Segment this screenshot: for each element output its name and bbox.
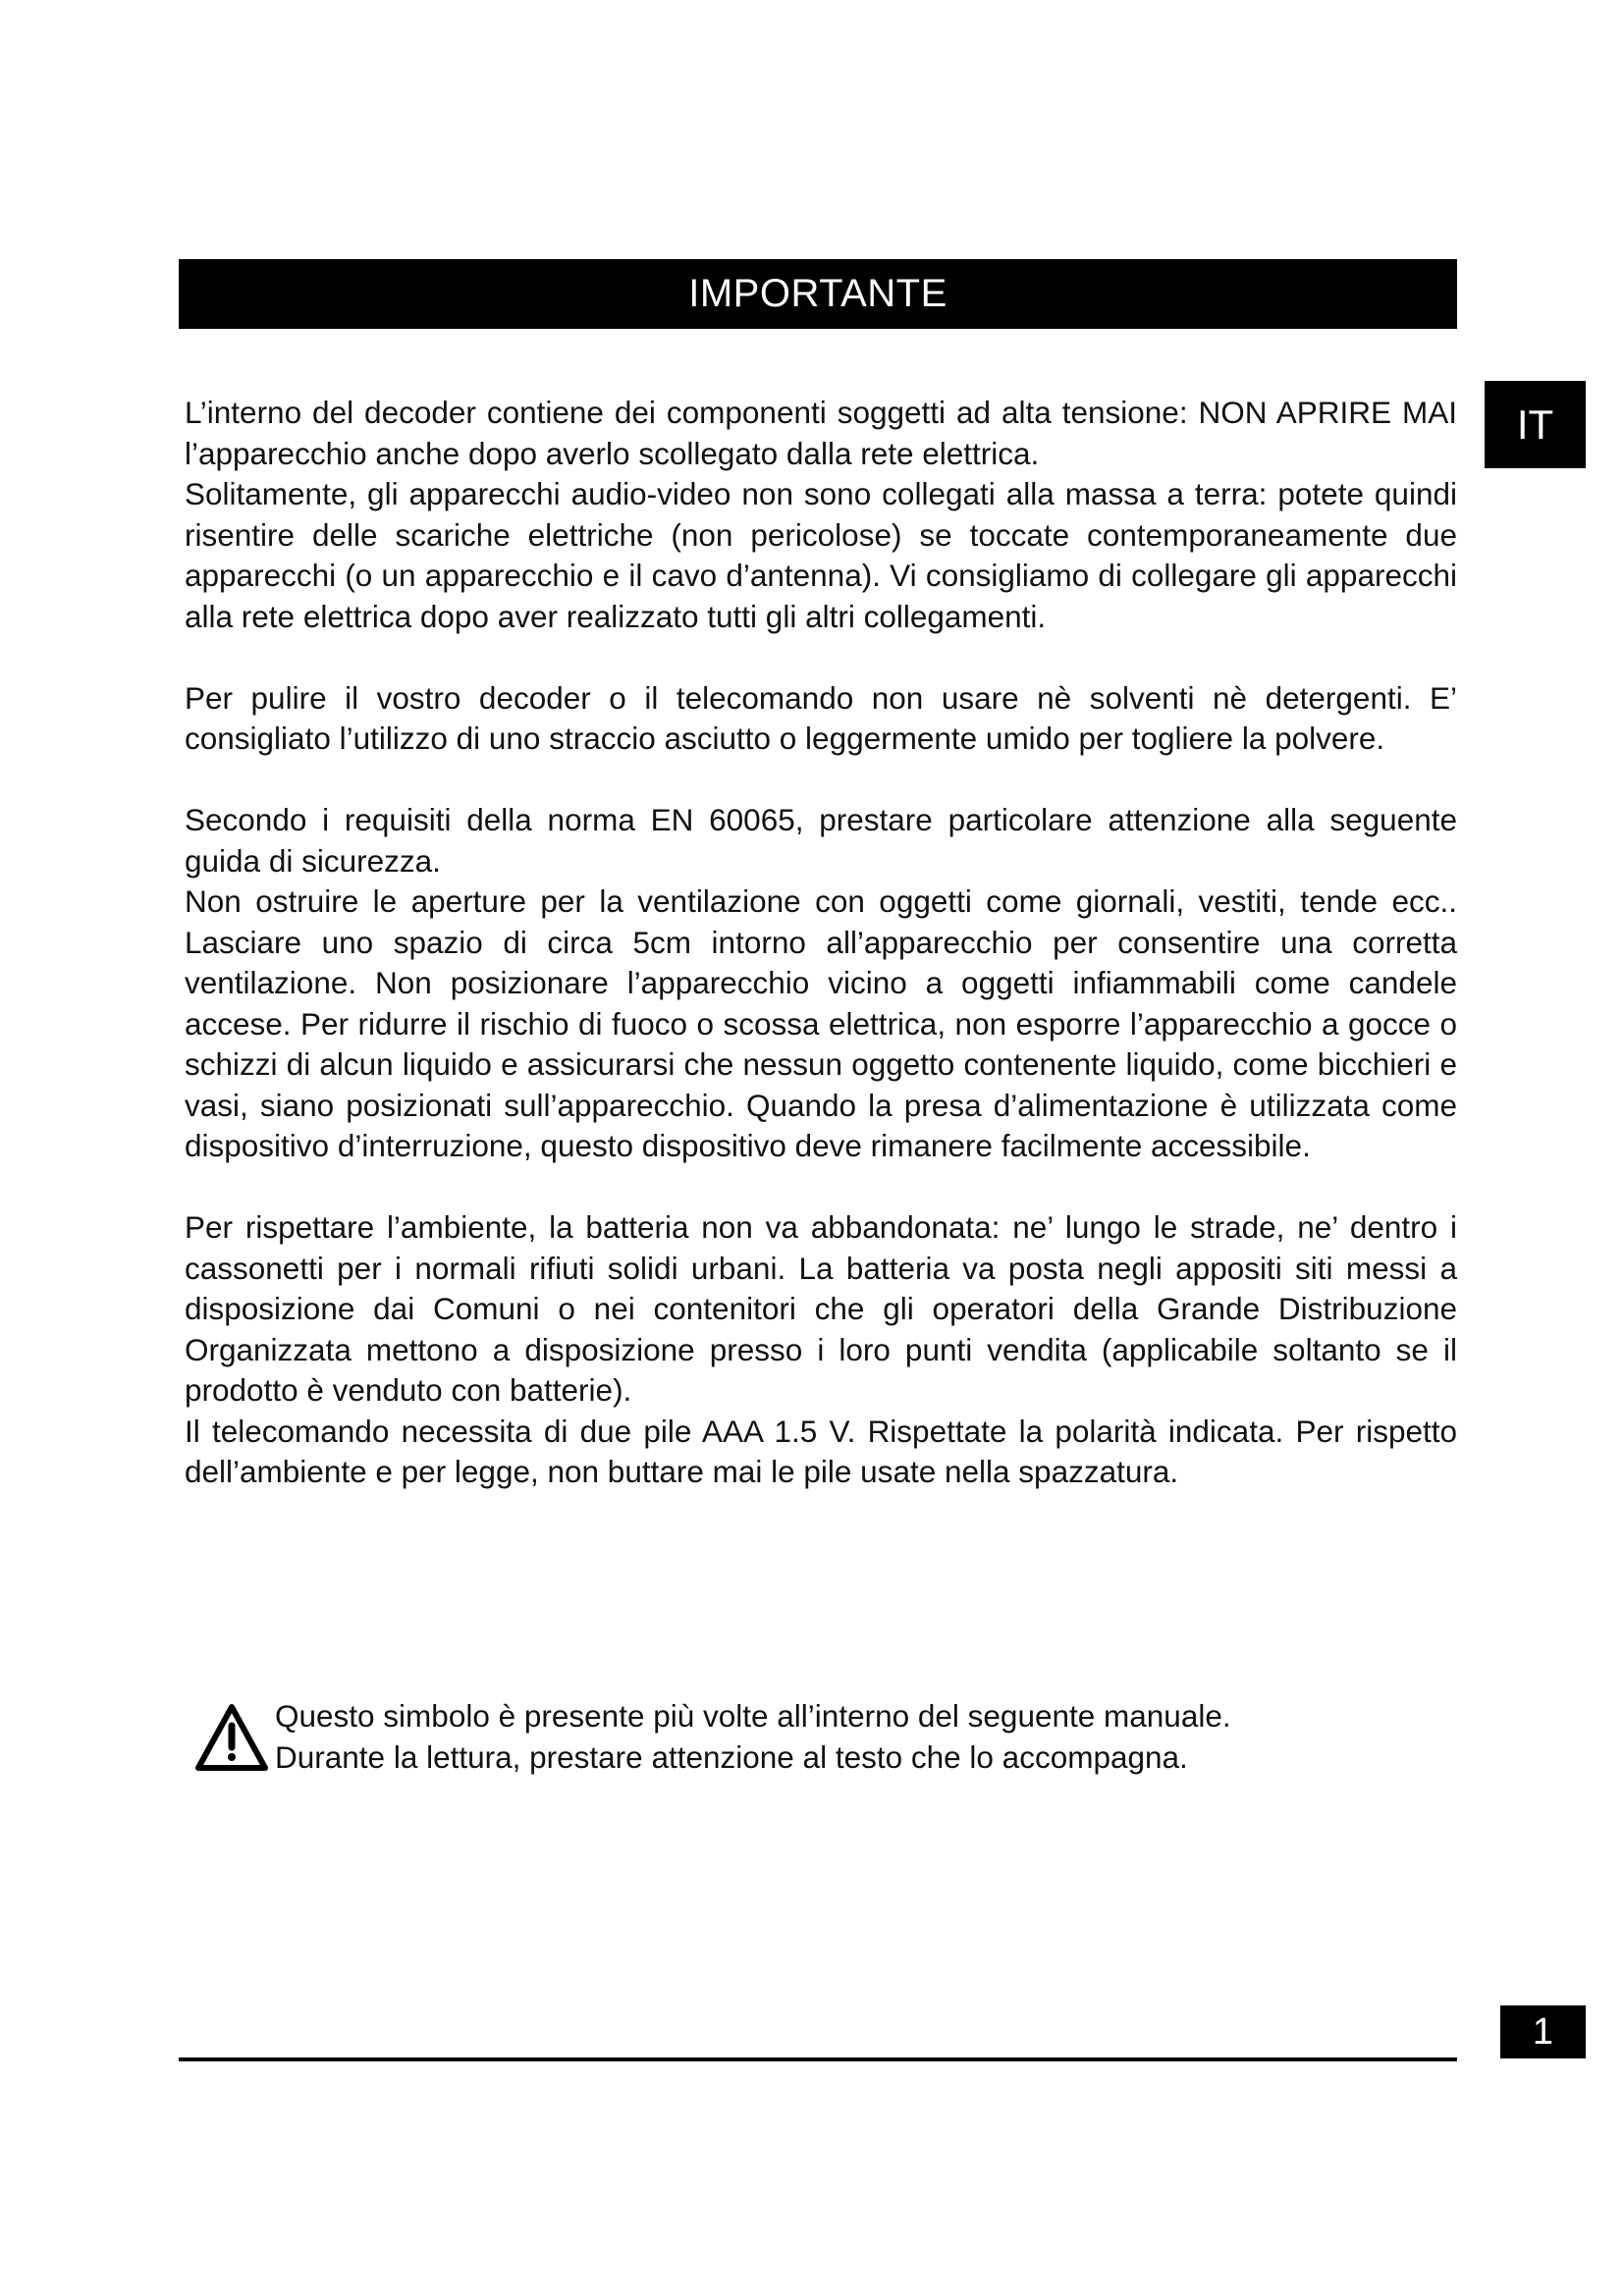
paragraph-ventilation: Non ostruire le aperture per la ventilazione con oggetti come giornali, vestiti, tende ecc.. Lasciare uno spazio di circa 5cm intorno all’apparecchio per consentire una corretta ventilazione. Non posizionare l’apparecchio vicino a oggetti infiammabili come candele accese. Per ridurre il rischio di fuoco o scossa elettrica, non esporre l’apparecchio a gocce o schizzi di alcun liquido e assicurarsi che nessun oggetto contenente liquido, come bicchieri e vasi, siano posizionati sull’apparecchio. Quando la presa d’alimentazione è utilizzata come dispositivo d’interruzione, questo dispositivo deve rimanere facilmente accessibile. [185,883,1457,1163]
paragraph-high-voltage: L’interno del decoder contiene dei componenti soggetti ad alta tensione: NON APRIRE MAI l’apparecchio anche dopo averlo scollegato dalla rete elettrica. [185,395,1457,471]
section-title: IMPORTANTE [688,272,947,315]
warning-triangle-icon [194,1702,269,1773]
language-tab-label: IT [1516,400,1554,448]
language-tab [1485,381,1586,468]
paragraph-battery-disposal: Per rispettare l’ambiente, la batteria non va abbandonata: ne’ lungo le strade, ne’ dentro i cassonetti per i normali rifiuti solidi urbani. La batteria va posta negli appositi siti messi a disposizione dai Comuni o nei contenitori che gli operatori della Grande Distribuzione Organizzata mettono a disposizione presso i loro punti vendita (applicabile soltanto se il prodotto è venduto con batterie). [185,1209,1457,1408]
footer-divider [179,2057,1457,2061]
document-body [185,393,1457,1493]
paragraph-remote-batteries: Il telecomando necessita di due pile AAA 1.5 V. Rispettate la polarità indicata. Per rispetto dell’ambiente e per legge, non buttare mai le pile usate nella spazzatura. [185,1413,1457,1489]
paragraph-norm: Secondo i requisiti della norma EN 60065, prestare particolare attenzione alla seguente guida di sicurezza. [185,802,1457,879]
paragraph-cleaning: Per pulire il vostro decoder o il telecomando non usare nè solventi nè detergenti. E’ consigliato l’utilizzo di uno straccio asciutto o leggermente umido per togliere la polvere. [185,679,1457,756]
warning-line-1: Questo simbolo è presente più volte all’interno del seguente manuale. [275,1698,1231,1734]
warning-line-2: Durante la lettura, prestare attenzione al testo che lo accompagna. [275,1738,1188,1775]
warning-text [275,1696,1231,1778]
page-number [1500,2005,1586,2058]
section-title-bar [179,259,1457,329]
paragraph-grounding: Solitamente, gli apparecchi audio-video non sono collegati alla massa a terra: potete quindi risentire delle scariche elettriche (non pericolose) se toccate contemporaneamente due apparecchi (o un apparecchio e il cavo d’antenna). Vi consigliamo di collegare gli apparecchi alla rete elettrica dopo aver realizzato tutti gli altri collegamenti. [185,476,1457,634]
warning-note [194,1696,1373,1778]
page-number-label: 1 [1532,2010,1554,2053]
